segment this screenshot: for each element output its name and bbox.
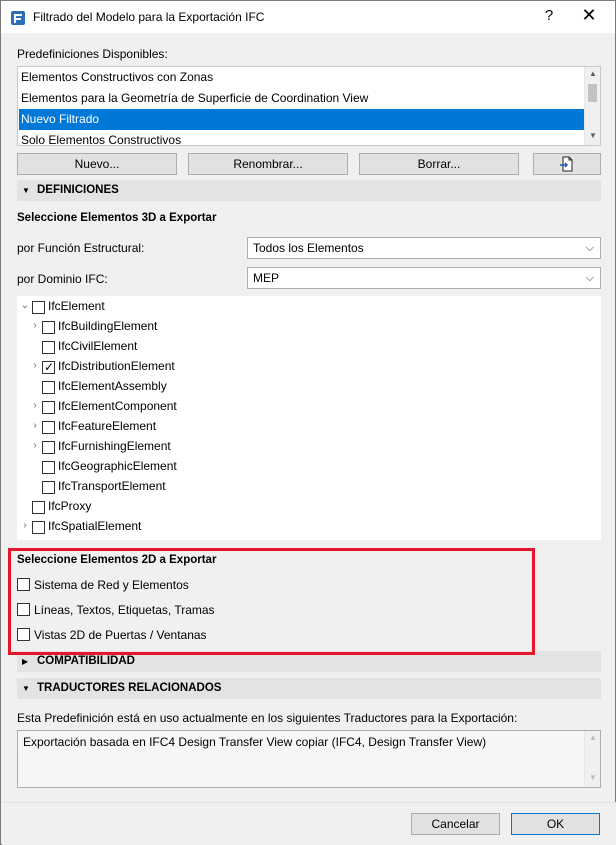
tree-checkbox[interactable] bbox=[42, 381, 55, 394]
scroll-up-icon[interactable]: ▲ bbox=[589, 733, 597, 742]
tree-collapsed-icon[interactable]: › bbox=[23, 520, 27, 531]
translators-scrollbar[interactable] bbox=[584, 731, 600, 787]
tree-node-label: IfcDistributionElement bbox=[58, 359, 175, 373]
help-button[interactable]: ? bbox=[544, 7, 554, 24]
collapse-triangle-icon: ▼ bbox=[22, 186, 30, 195]
cancel-button[interactable]: Cancelar bbox=[411, 813, 500, 835]
tree-expanded-icon[interactable]: ⌄ bbox=[20, 300, 30, 311]
tree-checkbox[interactable] bbox=[42, 441, 55, 454]
import-preset-button[interactable] bbox=[533, 153, 601, 175]
structural-function-select[interactable] bbox=[247, 237, 601, 259]
definitions-title: DEFINICIONES bbox=[37, 184, 119, 196]
highlight-annotation bbox=[8, 548, 535, 655]
translators-list bbox=[17, 730, 601, 788]
tree-node-label: IfcProxy bbox=[48, 499, 92, 513]
tree-node-label: IfcBuildingElement bbox=[58, 319, 158, 333]
structural-function-value: Todos los Elementos bbox=[253, 241, 364, 255]
select-2d-title: Seleccione Elementos 2D a Exportar bbox=[17, 554, 217, 566]
close-button[interactable]: ✕ bbox=[581, 5, 597, 25]
option-2d-label: Líneas, Textos, Etiquetas, Tramas bbox=[34, 603, 215, 617]
tree-collapsed-icon[interactable]: › bbox=[33, 320, 37, 331]
tree-node-label: IfcFeatureElement bbox=[58, 419, 157, 433]
tree-collapsed-icon[interactable]: › bbox=[33, 440, 37, 451]
tree-checkbox[interactable] bbox=[42, 321, 55, 334]
definitions-section-header[interactable] bbox=[17, 180, 601, 201]
presets-label: Predefiniciones Disponibles: bbox=[17, 47, 168, 61]
ok-button[interactable]: OK bbox=[511, 813, 600, 835]
tree-node-label: IfcGeographicElement bbox=[58, 459, 177, 473]
tree-node-label: IfcElementComponent bbox=[58, 399, 177, 413]
compatibility-title: COMPATIBILIDAD bbox=[37, 655, 135, 667]
scroll-thumb[interactable] bbox=[588, 84, 597, 102]
title-bar bbox=[1, 1, 615, 33]
delete-preset-button[interactable]: Borrar... bbox=[359, 153, 519, 175]
option-2d-label: Sistema de Red y Elementos bbox=[34, 578, 189, 592]
collapse-triangle-icon: ▼ bbox=[22, 684, 30, 693]
tree-collapsed-icon[interactable]: › bbox=[33, 360, 37, 371]
window-title: Filtrado del Modelo para la Exportación IFC bbox=[33, 10, 265, 24]
tree-checkbox[interactable] bbox=[42, 341, 55, 354]
preset-item[interactable]: Solo Elementos Constructivos bbox=[21, 133, 182, 146]
expand-triangle-icon: ▶ bbox=[22, 657, 29, 666]
translators-message: Exportación basada en IFC4 Design Transfer View copiar (IFC4, Design Transfer View) bbox=[23, 735, 487, 749]
ifc-domain-label: por Dominio IFC: bbox=[17, 272, 108, 286]
new-preset-button[interactable]: Nuevo... bbox=[17, 153, 177, 175]
option-2d-label: Vistas 2D de Puertas / Ventanas bbox=[34, 628, 207, 642]
structural-function-label: por Función Estructural: bbox=[17, 241, 145, 255]
tree-node-label: IfcElementAssembly bbox=[58, 379, 167, 393]
ifc-domain-select[interactable] bbox=[247, 267, 601, 289]
tree-node-label: IfcTransportElement bbox=[58, 479, 166, 493]
tree-checkbox[interactable] bbox=[42, 421, 55, 434]
tree-checkbox[interactable] bbox=[42, 461, 55, 474]
tree-checkbox[interactable] bbox=[42, 481, 55, 494]
translators-section-header[interactable] bbox=[17, 678, 601, 699]
preset-item[interactable]: Elementos Constructivos con Zonas bbox=[21, 70, 214, 84]
import-file-icon bbox=[559, 156, 575, 172]
tree-checkbox[interactable] bbox=[32, 301, 45, 314]
checkmark-icon: ✓ bbox=[43, 360, 55, 374]
tree-checkbox[interactable] bbox=[42, 401, 55, 414]
scroll-down-icon[interactable]: ▼ bbox=[589, 131, 597, 140]
presets-list[interactable] bbox=[17, 66, 601, 146]
ifc-domain-value: MEP bbox=[253, 271, 280, 285]
translators-description: Esta Predefinición está en uso actualmente en los siguientes Traductores para la Exportación: bbox=[17, 711, 518, 725]
preset-item[interactable]: Elementos para la Geometría de Superficie de Coordination View bbox=[21, 91, 369, 105]
tree-node-label: IfcFurnishingElement bbox=[58, 439, 171, 453]
tree-checkbox-checked[interactable] bbox=[42, 361, 55, 374]
app-icon bbox=[10, 10, 26, 26]
tree-checkbox[interactable] bbox=[32, 501, 45, 514]
tree-node-label: IfcCivilElement bbox=[58, 339, 138, 353]
scroll-down-icon[interactable]: ▼ bbox=[589, 773, 597, 782]
tree-node-label: IfcSpatialElement bbox=[48, 519, 142, 533]
tree-collapsed-icon[interactable]: › bbox=[33, 400, 37, 411]
ifc-element-tree bbox=[17, 296, 601, 540]
tree-collapsed-icon[interactable]: › bbox=[33, 420, 37, 431]
translators-title: TRADUCTORES RELACIONADOS bbox=[37, 682, 222, 694]
chevron-down-icon: ⌵ bbox=[585, 242, 594, 254]
preset-item-selected[interactable]: Nuevo Filtrado bbox=[19, 109, 584, 130]
dialog-footer bbox=[2, 802, 616, 845]
tree-checkbox[interactable] bbox=[32, 521, 45, 534]
presets-scrollbar[interactable] bbox=[584, 67, 600, 145]
select-3d-title: Seleccione Elementos 3D a Exportar bbox=[17, 212, 217, 224]
rename-preset-button[interactable]: Renombrar... bbox=[188, 153, 348, 175]
tree-node-label: IfcElement bbox=[48, 299, 105, 313]
scroll-up-icon[interactable]: ▲ bbox=[589, 69, 597, 78]
chevron-down-icon: ⌵ bbox=[585, 272, 594, 284]
